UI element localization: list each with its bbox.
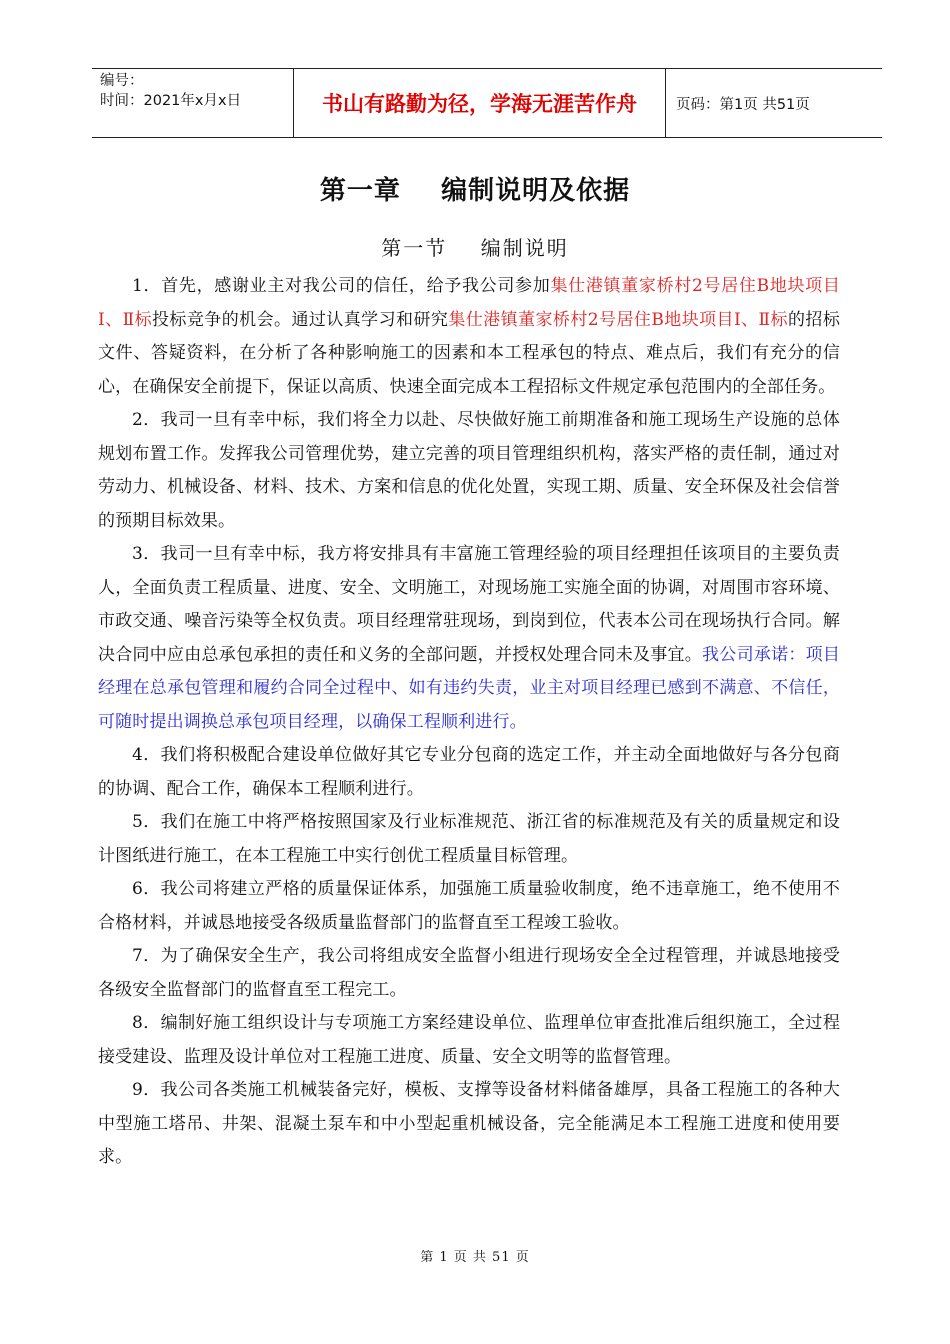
document-number-label: 编号： bbox=[100, 73, 144, 89]
paragraph-text: 的招标文件、答疑资料，在分析了各种影响施工的因素和本工程承包的特点、难点后，我们有充分的信心，在确保安全前提下，保证以高质、快速全面完成本工程招标文件规定承包范围内的全部任务。 bbox=[98, 309, 840, 397]
project-name-highlight: 集仕港镇董家桥村2号居住B地块项目Ⅰ、Ⅱ标 bbox=[98, 276, 840, 330]
paragraph-6: 6．我公司将建立严格的质量保证体系，加强施工质量验收制度，绝不违章施工，绝不使用不合格材料，并诚恳地接受各级质量监督部门的监督直至工程竣工验收。 bbox=[98, 879, 840, 933]
paragraph-text: 3．我司一旦有幸中标，我方将安排具有丰富施工管理经验的项目经理担任该项目的主要负责人，全面负责工程质量、进度、安全、文明施工，对现场施工实施全面的协调，对周围市容环境、市政交通、噪音污染等全权负责。项目经理常驻现场，到岗到位，代表本公司在现场执行合同。解决合同中应由总承包承担的责任和义务的全部问题，并授权处理合同未及事宜。 bbox=[98, 544, 840, 665]
page-footer: 第 1 页 共 51 页 bbox=[420, 1250, 530, 1265]
paragraph-text: 1．首先，感谢业主对我公司的信任，给予我公司参加 bbox=[132, 276, 551, 296]
header-motto: 书山有路勤为径，学海无涯苦作舟 bbox=[293, 69, 666, 137]
commitment-highlight: 我公司承诺：项目经理在总承包管理和履约合同全过程中、如有违约失责，业主对项目经理已感到不满意、不信任，可随时提出调换总承包项目经理，以确保工程顺利进行。 bbox=[98, 644, 841, 732]
paragraph-9: 9．我公司各类施工机械装备完好，模板、支撑等设备材料储备雄厚，具备工程施工的各种大中型施工塔吊、井架、混凝土泵车和中小型起重机械设备，完全能满足本工程施工进度和使用要求。 bbox=[98, 1080, 840, 1167]
paragraph-2: 2．我司一旦有幸中标，我们将全力以赴、尽快做好施工前期准备和施工现场生产设施的总体规划布置工作。发挥我公司管理优势，建立完善的项目管理组织机构，落实严格的责任制，通过对劳动力、机械设备、材料、技术、方案和信息的优化处置，实现工期、质量、安全环保及社会信誉的预期目标效果。 bbox=[98, 410, 840, 531]
header-meta bbox=[92, 69, 293, 137]
paragraph-7: 7．为了确保安全生产，我公司将组成安全监督小组进行现场安全全过程管理，并诚恳地接受各级安全监督部门的监督直至工程完工。 bbox=[98, 946, 840, 1000]
paragraph-1 bbox=[98, 270, 840, 404]
document-body bbox=[98, 270, 840, 1175]
header-page-info: 页码：第1页 共51页 bbox=[676, 96, 810, 113]
paragraph-4: 4．我们将积极配合建设单位做好其它专业分包商的选定工作，并主动全面地做好与各分包商的协调、配合工作，确保本工程顺利进行。 bbox=[98, 745, 840, 799]
page-header bbox=[92, 68, 882, 138]
paragraph-5: 5．我们在施工中将严格按照国家及行业标准规范、浙江省的标准规范及有关的质量规定和设计图纸进行施工，在本工程施工中实行创优工程质量目标管理。 bbox=[98, 812, 840, 866]
paragraph-3 bbox=[98, 538, 840, 739]
paragraph-8: 8．编制好施工组织设计与专项施工方案经建设单位、监理单位审查批准后组织施工，全过程接受建设、监理及设计单位对工程施工进度、质量、安全文明等的监督管理。 bbox=[98, 1013, 840, 1067]
document-time: 时间：2021年x月x日 bbox=[100, 93, 242, 109]
chapter-title: 第一章 编制说明及依据 bbox=[319, 176, 631, 206]
project-name-highlight: 集仕港镇董家桥村2号居住B地块项目Ⅰ、Ⅱ标 bbox=[448, 309, 788, 330]
paragraph-text: 投标竞争的机会。通过认真学习和研究 bbox=[152, 309, 449, 330]
section-title: 第一节 编制说明 bbox=[381, 236, 569, 260]
